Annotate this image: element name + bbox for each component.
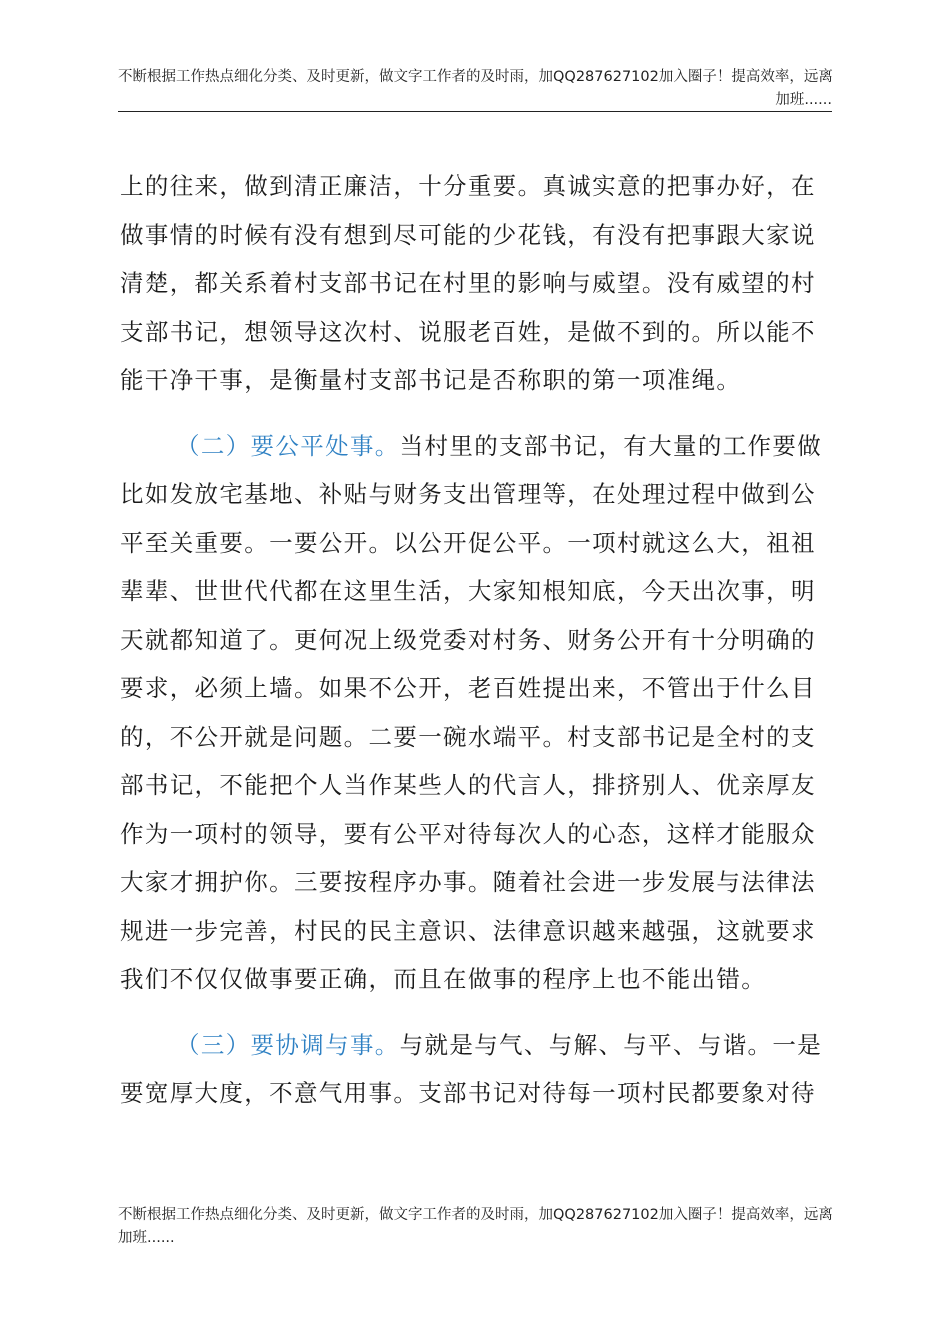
text-line: 平至关重要。一要公开。以公开促公平。一项村就这么大，祖祖 — [120, 528, 816, 557]
text-run: 当村里的支部书记，有大量的工作要做 — [399, 431, 823, 460]
text-line-first — [120, 1021, 832, 1070]
text-line: 要求，必须上墙。如果不公开，老百姓提出来，不管出于什么目 — [120, 674, 816, 702]
page-header — [118, 66, 832, 112]
footer-text-line-2: 加班...... — [118, 1230, 175, 1246]
text-line: 上的往来，做到清正廉洁，十分重要。真诚实意的把事办好，在 — [120, 172, 816, 200]
text-line: 清楚，都关系着村支部书记在村里的影响与威望。没有威望的村 — [120, 269, 816, 297]
paragraph-3 — [120, 1021, 832, 1118]
footer-text-line-1: 不断根据工作热点细化分类、及时更新，做文字工作者的及时雨，加QQ287627102加入圈子！提高效率，远离 — [118, 1207, 833, 1223]
text-line: 天就都知道了。更何况上级党委对村务、财务公开有十分明确的 — [120, 625, 816, 654]
text-run: 与就是与气、与解、与平、与谐。一是 — [399, 1030, 823, 1059]
text-line: 能干净干事，是衡量村支部书记是否称职的第一项准绳。 — [120, 366, 742, 394]
text-line: 支部书记，想领导这次村、说服老百姓，是做不到的。所以能不 — [120, 317, 816, 346]
text-line: 大家才拥护你。三要按程序办事。随着社会进一步发展与法律法 — [120, 868, 816, 896]
header-text-line-1: 不断根据工作热点细化分类、及时更新，做文字工作者的及时雨，加QQ287627102加入圈子！提高效率，远离 — [118, 69, 833, 85]
document-body — [120, 162, 832, 1118]
text-line: 我们不仅仅做事要正确，而且在做事的程序上也不能出错。 — [120, 965, 767, 993]
text-line: 要宽厚大度，不意气用事。支部书记对待每一项村民都要象对待 — [120, 1079, 816, 1107]
paragraph-1 — [120, 162, 832, 405]
paragraph-2 — [120, 422, 832, 1004]
text-line: 比如发放宅基地、补贴与财务支出管理等，在处理过程中做到公 — [120, 480, 816, 508]
header-divider — [118, 111, 832, 112]
header-text-line-2: 加班...... — [775, 92, 832, 108]
page-footer — [118, 1204, 832, 1250]
text-line: 辈辈、世世代代都在这里生活，大家知根知底，今天出次事，明 — [120, 577, 816, 605]
text-line: 的，不公开就是问题。二要一碗水端平。村支部书记是全村的支 — [120, 722, 816, 751]
text-line: 作为一项村的领导，要有公平对待每次人的心态，这样才能服众 — [120, 819, 816, 848]
section-heading-3: （三）要协调与事。 — [176, 1030, 400, 1059]
text-line: 部书记，不能把个人当作某些人的代言人，排挤别人、优亲厚友 — [120, 771, 816, 799]
text-line: 做事情的时候有没有想到尽可能的少花钱，有没有把事跟大家说 — [120, 220, 816, 249]
text-line-first — [120, 422, 832, 471]
section-heading-2: （二）要公平处事。 — [176, 431, 400, 460]
text-line: 规进一步完善，村民的民主意识、法律意识越来越强，这就要求 — [120, 916, 816, 945]
